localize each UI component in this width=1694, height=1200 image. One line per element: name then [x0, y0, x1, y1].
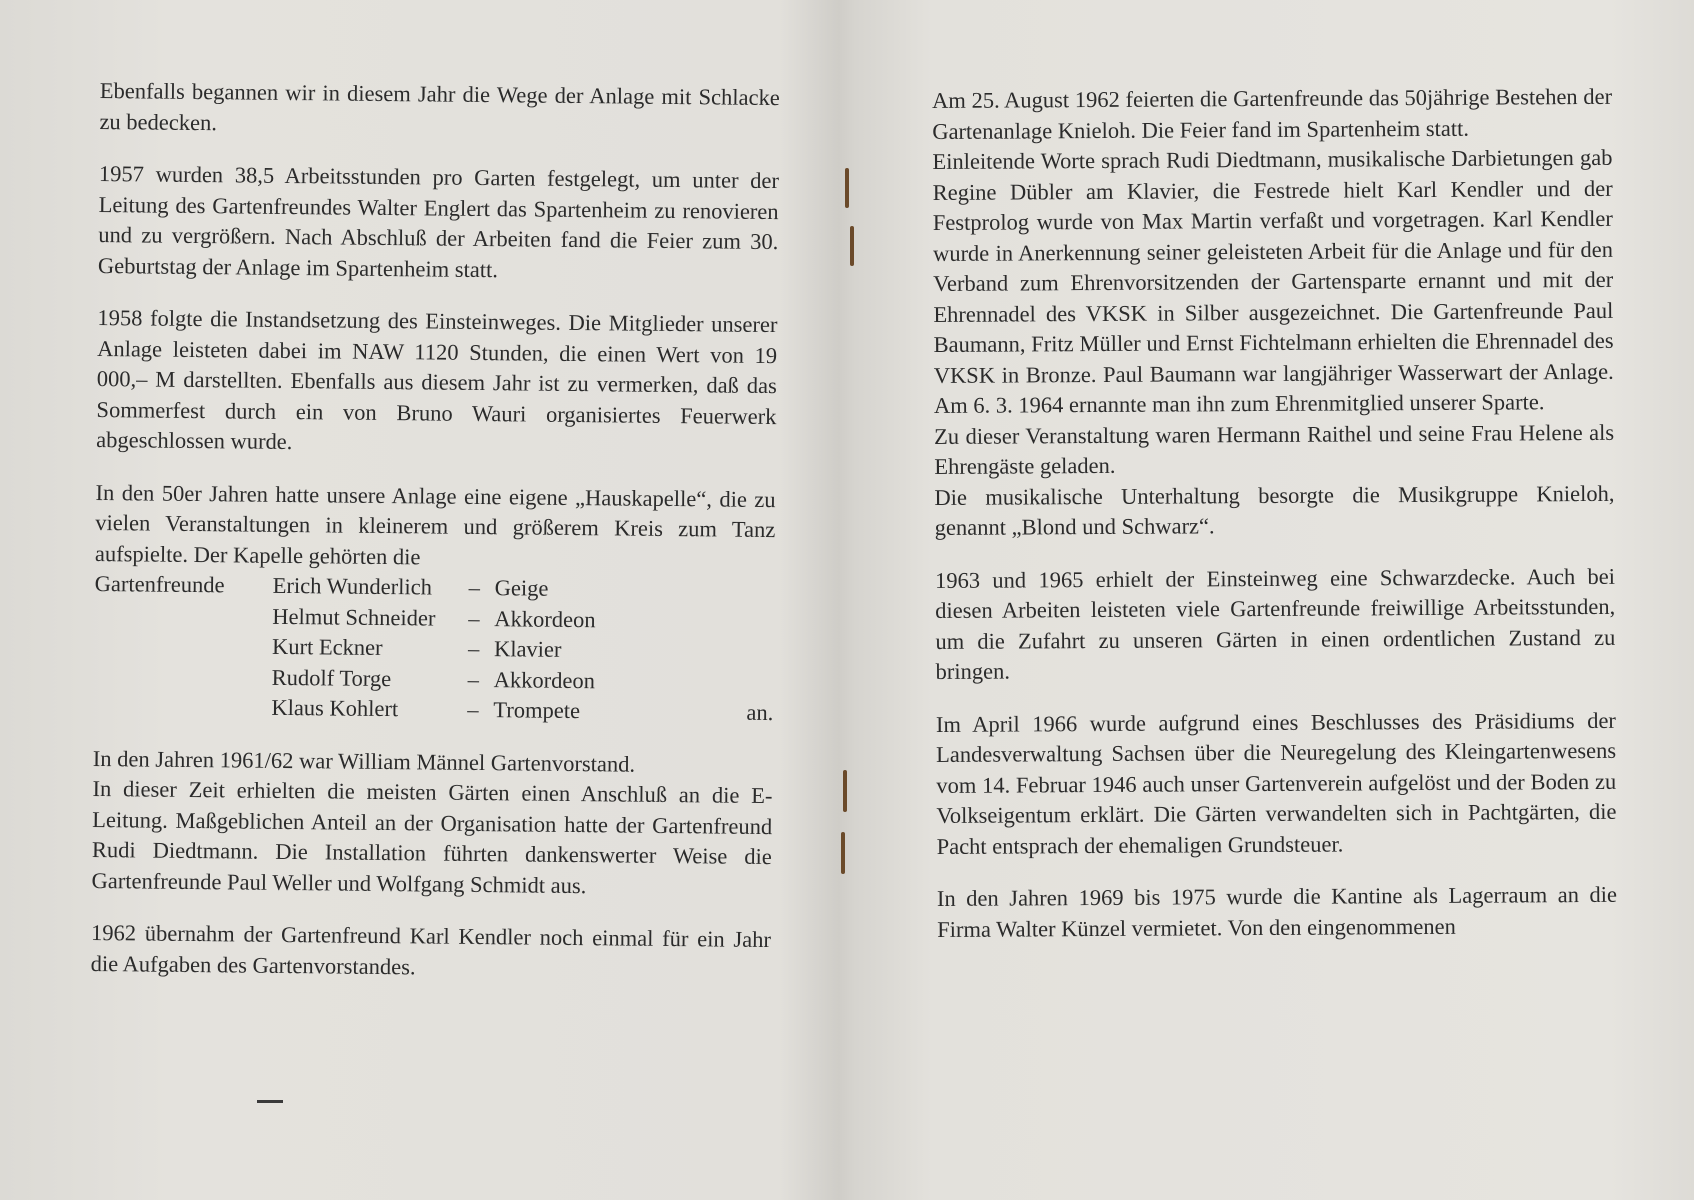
band-members-list — [93, 569, 775, 729]
right-page — [842, 0, 1694, 1200]
paragraph-schwarzdecke: 1963 und 1965 erhielt der Einsteinweg eine Schwarzdecke. Auch bei diesen Arbeiten leisteten viele Gartenfreunde freiwillige Arbeitsstunden, um die Zufahrt zu unseren Gärten in einen ordentlichen Zustand zu bringen. — [934, 563, 1616, 684]
band-member-dash: – — [467, 696, 479, 722]
band-member-dash: – — [468, 574, 481, 601]
left-page — [0, 0, 842, 1200]
paragraph-1962-kendler: 1962 übernahm der Gartenfreund Karl Kendler noch einmal für ein Jahr die Aufgaben des Gartenvorstandes. — [90, 919, 772, 979]
paragraph-ehrengaeste: Zu dieser Veranstaltung waren Hermann Raithel und seine Frau Helene als Ehrengäste geladen. — [934, 419, 1615, 479]
paragraph-e-leitung: In dieser Zeit erhielten die meisten Gärten einen Anschluß an die E-Leitung. Maßgeblichen Anteil an der Organisation hatte der Gartenfreund Rudi Diedtmann. Die Installation führten dankenswerter Weise die Gartenfreunde Paul Weller und Wolfgang Schmidt aus. — [91, 775, 773, 898]
paragraph-festrede: Einleitende Worte sprach Rudi Diedtmann, musikalische Darbietungen gab Regine Dübler am Klavier, die Festrede hielt Karl Kendler und der Festprolog wurde von Max Martin verfaßt und vorgetragen. Karl Kendler wurde in Anerkennung seiner geleisteten Arbeit für die Anlage und für den Verband zum Ehrenvorsitzenden der Gartensparte ernannt und mit der Ehrennadel des VKSK in Silber ausgezeichnet. Die Gartenfreunde Paul Baumann, Fritz Müller und Ernst Fichtelmann erhielten die Ehrennadel des VKSK in Bronze. Paul Baumann war langjähriger Wasserwart der Anlage. Am 6. 3. 1964 ernannte man ihn zum Ehrenmitglied unserer Sparte. — [932, 144, 1614, 418]
paragraph-1958: 1958 folgte die Instandsetzung des Einsteinweges. Die Mitglieder unserer Anlage leisteten dabei im NAW 1120 Stunden, die einen Wert von 19 000,– M darstellten. Ebenfalls aus diesem Jahr ist zu vermerken, daß das Sommerfest durch ein von Bruno Wauri organisiertes Feuerwerk abgeschlossen wurde. — [96, 304, 778, 455]
page-end-dash — [257, 1100, 283, 1103]
paragraph-50-jahre: Am 25. August 1962 feierten die Gartenfreunde das 50jährige Bestehen der Gartenanlage Knieloh. Die Feier fand im Spartenheim statt. — [932, 83, 1613, 144]
band-lead-label: Gartenfreunde — [94, 570, 225, 598]
paragraph-schlacke: Ebenfalls begannen wir in diesem Jahr die Wege der Anlage mit Schlacke zu bedecken. — [99, 77, 780, 135]
paragraph-1966-aufloesung: Im April 1966 wurde aufgrund eines Beschlusses des Präsidiums der Landesverwaltung Sachsen über die Neuregelung des Kleingartenwesens vom 14. Februar 1946 auch unser Gartenverein aufgelöst und der Boden zu Volkseigentum erklärt. Die Gärten verwandelten sich in Pachtgärten, die Pacht entsprach der ehemaligen Grundsteuer. — [935, 707, 1617, 859]
band-member-name: Rudolf Torge — [271, 664, 392, 691]
band-member-instrument: Akkordeon — [494, 605, 596, 632]
band-member-name: Erich Wunderlich — [272, 572, 433, 600]
band-member-name: Klaus Kohlert — [271, 694, 399, 722]
band-member-instrument: Trompete — [493, 697, 581, 724]
band-member-instrument: Akkordeon — [493, 666, 596, 693]
band-member-name: Kurt Eckner — [271, 633, 383, 660]
band-member-dash: – — [468, 605, 480, 631]
paragraph-1961-vorstand: In den Jahren 1961/62 war William Männel Gartenvorstand. — [92, 745, 636, 777]
band-member-instrument: Geige — [494, 575, 549, 601]
band-member-dash: – — [467, 635, 480, 662]
paragraph-1957: 1957 wurden 38,5 Arbeitsstunden pro Garten festgelegt, um unter der Leitung des Gartenfreundes Walter Englert das Spartenheim zu renovieren und zu vergrößern. Nach Abschluß der Arbeiten fand die Feier zum 30. Geburtstag der Anlage im Spartenheim statt. — [97, 160, 780, 282]
band-member-instrument: Klavier — [493, 636, 562, 662]
left-text-column — [91, 76, 780, 986]
paragraph-musikgruppe: Die musikalische Unterhaltung besorgte die Musikgruppe Knieloh, genannt „Blond und Schwarz“. — [934, 480, 1615, 540]
band-member-name: Helmut Schneider — [272, 603, 436, 631]
right-text-column — [932, 82, 1617, 945]
paragraph-hauskapelle: In den 50er Jahren hatte unsere Anlage eine eigene „Hauskapelle“, die zu vielen Veranstaltungen in kleinerem und größerem Kreis zum Tanz aufspielte. Der Kapelle gehörten die — [94, 479, 776, 569]
band-list-end-word: an. — [746, 699, 774, 726]
paragraph-kantine: In den Jahren 1969 bis 1975 wurde die Kantine als Lagerraum an die Firma Walter Künzel vermietet. Von den eingenommenen — [936, 881, 1618, 942]
band-member-dash: – — [467, 666, 480, 692]
band-member-row — [93, 691, 773, 729]
